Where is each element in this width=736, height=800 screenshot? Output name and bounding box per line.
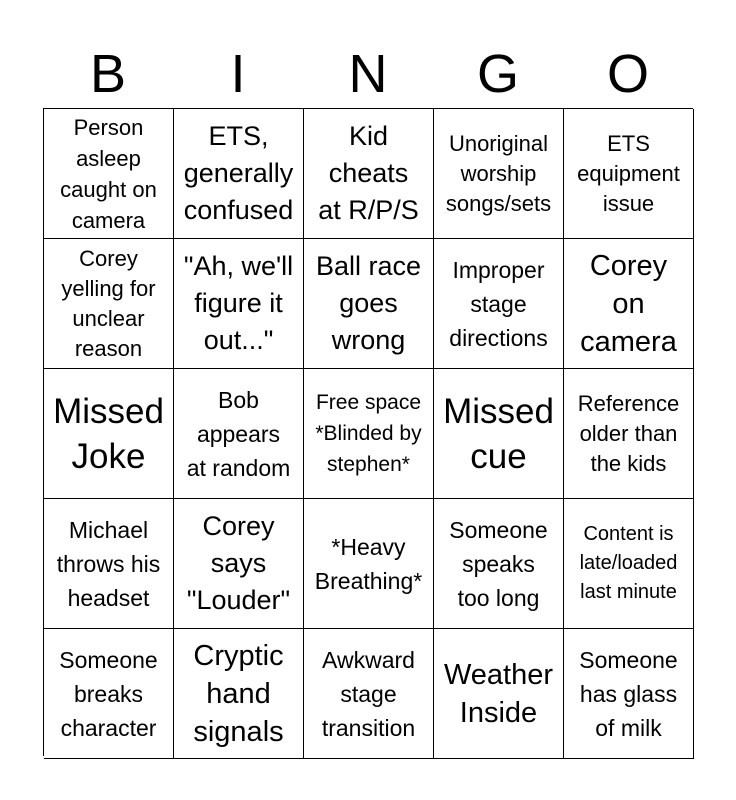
cell-text: Ball race goes wrong [315,251,422,355]
bingo-cell[interactable] [174,109,304,239]
bingo-cell[interactable] [564,629,694,759]
bingo-cell[interactable] [174,239,304,369]
cell-text: Awkward stage transition [321,646,416,741]
bingo-cell[interactable] [434,109,564,239]
cell-text: Weather Inside [443,658,554,729]
cell-text: Someone breaks character [59,646,158,741]
cell-text: Missed cue [443,391,554,476]
cell-text: Content is late/loaded last minute [579,523,678,603]
bingo-cell[interactable] [44,499,174,629]
bingo-cell[interactable] [434,369,564,499]
bingo-cell[interactable] [304,499,434,629]
cell-text: Someone speaks too long [449,516,548,611]
bingo-cell[interactable] [564,239,694,369]
bingo-cell[interactable] [174,629,304,759]
header-letter-i: I [230,44,246,104]
bingo-header [43,40,693,108]
bingo-cell[interactable] [304,109,434,239]
bingo-cell[interactable] [564,109,694,239]
cell-text: "Ah, we'll figure it out..." [183,251,294,355]
bingo-cell[interactable] [304,629,434,759]
bingo-cell[interactable] [434,499,564,629]
cell-text: *Heavy Breathing* [314,533,423,594]
cell-text: Person asleep caught on camera [60,114,157,233]
bingo-cell[interactable] [434,629,564,759]
cell-text: Unoriginal worship songs/sets [445,130,552,216]
header-letter-o: O [606,44,649,104]
cell-text: Free space *Blinded by stephen* [315,391,422,476]
bingo-cell[interactable] [434,239,564,369]
bingo-cell[interactable] [174,369,304,499]
bingo-cell[interactable] [304,239,434,369]
cell-text: Bob appears at random [186,386,291,481]
bingo-cell[interactable] [564,369,694,499]
bingo-cell[interactable] [564,499,694,629]
cell-text: Michael throws his headset [56,516,161,611]
header-letter-g: G [476,44,519,104]
bingo-cell[interactable] [174,499,304,629]
cell-text: ETS, generally confused [183,121,294,225]
cell-text: Missed Joke [53,391,164,476]
cell-text: ETS equipment issue [577,130,680,216]
cell-text: Corey says "Louder" [186,511,291,615]
bingo-cell[interactable] [44,369,174,499]
cell-text: Corey yelling for unclear reason [61,245,156,361]
header-letter-n: N [348,44,388,104]
cell-text: Cryptic hand signals [193,639,284,748]
free-space-cell[interactable] [304,369,434,499]
bingo-board [43,108,693,756]
bingo-cell[interactable] [44,109,174,239]
header-letter-b: B [89,44,127,104]
cell-text: Kid cheats at R/P/S [318,121,419,225]
bingo-cell[interactable] [44,239,174,369]
cell-text: Someone has glass of milk [579,646,678,741]
cell-text: Corey on camera [580,249,677,358]
cell-text: Reference older than the kids [577,390,680,476]
bingo-cell[interactable] [44,629,174,759]
cell-text: Improper stage directions [449,256,548,351]
